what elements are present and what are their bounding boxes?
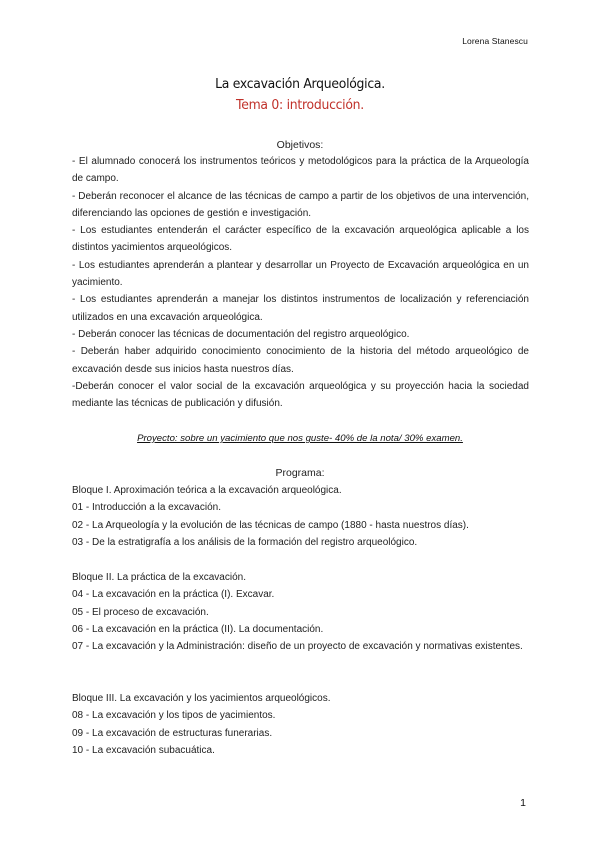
- block-title: Bloque II. La práctica de la excavación.: [72, 572, 246, 583]
- lesson-item: 05 - El proceso de excavación.: [72, 606, 209, 618]
- program-block-1: [72, 482, 529, 551]
- objective-item: - El alumnado conocerá los instrumentos teóricos y metodológicos para la práctica de la Arqueología de campo.: [72, 156, 529, 185]
- objective-item: -Deberán conocer el valor social de la excavación arqueológica y su proyección hacia la sociedad mediante las técnicas de publicación y difusión.: [72, 380, 529, 410]
- document-title: La excavación Arqueológica.: [215, 76, 385, 92]
- lesson-item: 04 - La excavación en la práctica (I). Excavar.: [72, 589, 275, 601]
- block-title: Bloque III. La excavación y los yacimientos arqueológicos.: [72, 693, 331, 704]
- lesson-item: 10 - La excavación subacuática.: [72, 744, 215, 756]
- header-author: Lorena Stanescu: [462, 36, 528, 46]
- lesson-item: 09 - La excavación de estructuras funerarias.: [72, 727, 273, 739]
- lesson-item: 01 - Introducción a la excavación.: [72, 502, 221, 514]
- lesson-item: 08 - La excavación y los tipos de yacimientos.: [72, 710, 276, 722]
- lesson-item: 02 - La Arqueología y la evolución de las técnicas de campo (1880 - hasta nuestros días).: [72, 519, 469, 531]
- objective-item: - Los estudiantes aprenderán a plantear y desarrollar un Proyecto de Excavación arqueológica en un yacimiento.: [72, 259, 529, 289]
- objective-item: - Deberán haber adquirido conocimiento conocimiento de la historia del método arqueológico de excavación desde sus inicios hasta nuestros días.: [72, 346, 529, 375]
- objective-item: - Deberán reconocer el alcance de las técnicas de campo a partir de los objetivos de una intervención, diferenciando las opciones de gestión e investigación.: [72, 190, 529, 219]
- objectives-heading: Objetivos:: [276, 139, 324, 151]
- block-title: Bloque I. Aproximación teórica a la excavación arqueológica.: [72, 485, 342, 496]
- program-block-3: [72, 690, 529, 759]
- lesson-item: 03 - De la estratigrafía a los análisis de la formación del registro arqueológico.: [72, 536, 418, 548]
- document-subtitle: Tema 0: introducción.: [236, 97, 364, 113]
- page-number: 1: [520, 797, 526, 809]
- objective-item: - Los estudiantes aprenderán a manejar los distintos instrumentos de localización y referenciación utilizados en una excavación arqueológica.: [72, 294, 529, 323]
- lesson-item: 06 - La excavación en la práctica (II). La documentación.: [72, 623, 324, 635]
- program-heading: Programa:: [275, 467, 325, 479]
- program-block-2: [72, 569, 529, 655]
- objective-item: - Los estudiantes entenderán el carácter específico de la excavación arqueológica aplicable a los distintos yacimientos arqueológicos.: [72, 225, 529, 254]
- project-note: Proyecto: sobre un yacimiento que nos guste- 40% de la nota/ 30% examen.: [137, 433, 463, 444]
- objectives-list: [72, 153, 529, 412]
- lesson-item: 07 - La excavación y la Administración: diseño de un proyecto de excavación y normativas existentes.: [72, 641, 523, 653]
- objective-item: - Deberán conocer las técnicas de documentación del registro arqueológico.: [72, 328, 410, 340]
